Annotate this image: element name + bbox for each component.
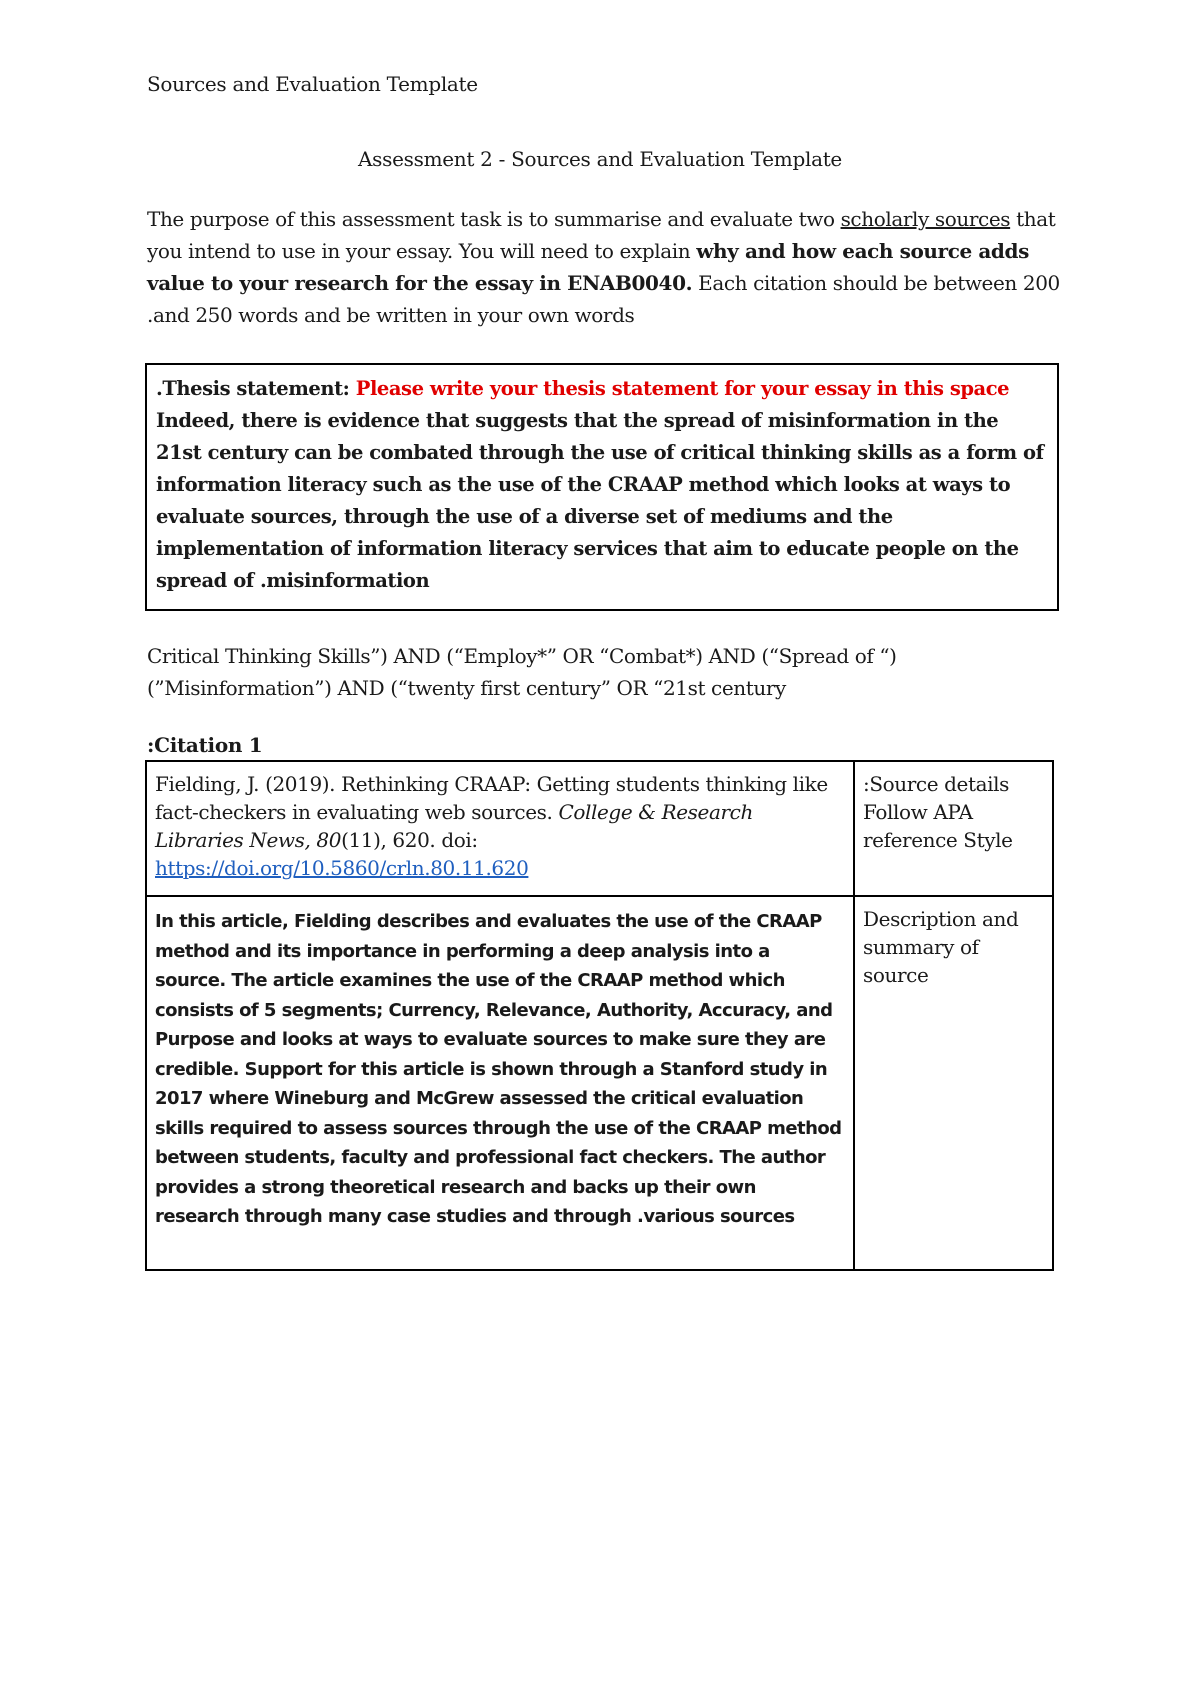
table-row [146,896,1053,1270]
intro-bold-text: why and how each source adds value to your research for the essay in ENAB0040. [147,239,1029,295]
intro-text-2: that you intend to use in your essay. You will need to explain [147,207,1056,263]
reference-issue: (11), 620. doi: [341,828,478,852]
doi-link[interactable]: https://doi.org/10.5860/crln.80.11.620 [155,856,529,880]
thesis-statement-box[interactable] [145,363,1059,611]
scholarly-sources-link[interactable]: scholarly sources [840,207,1011,231]
search-line-2: (”Misinformation”) AND (“twenty first century” OR “21st century [147,676,786,700]
search-string [147,640,1067,704]
intro-text-3: Each citation should be between 200 .and 250 words and be written in your own words [147,271,1060,327]
reference-text: Fielding, J. (2019). Rethinking CRAAP: Getting students thinking like fact-checkers in evaluating web sources. [155,772,828,824]
page-header: Sources and Evaluation Template [147,72,478,96]
thesis-label: .Thesis statement: [156,377,356,400]
source-details-label: :Source details Follow APA reference Style [854,761,1053,896]
summary-cell[interactable]: In this article, Fielding describes and evaluates the use of the CRAAP method and its importance in performing a deep analysis into a source. The article examines the use of the CRAAP method which consists of 5 segments; Currency, Relevance, Authority, Accuracy, and Purpose and looks at ways to evaluate sources to make sure they are credible. Support for this article is shown through a Stanford study in 2017 where Wineburg and McGrew assessed the critical evaluation skills required to assess sources through the use of the CRAAP method between students, faculty and professional fact checkers. The author provides a strong theoretical research and backs up their own research through many case studies and through .various sources [146,896,854,1270]
table-row [146,761,1053,896]
intro-paragraph [147,203,1067,331]
search-line-1: Critical Thinking Skills”) AND (“Employ*” OR “Combat*) AND (“Spread of “) [147,644,897,668]
summary-label: Description and summary of source [854,896,1053,1270]
reference-journal: College & Research Libraries News, 80 [155,800,753,852]
intro-text-1: The purpose of this assessment task is to summarise and evaluate two [147,207,841,231]
citation-1-heading: :Citation 1 [147,733,263,757]
citation-1-table [145,760,1054,1271]
thesis-prompt: Please write your thesis statement for your essay in this space [355,377,1010,400]
thesis-body[interactable]: Indeed, there is evidence that suggests that the spread of misinformation in the 21st century can be combated through the use of critical thinking skills as a form of information literacy such as the use of the CRAAP method which looks at ways to evaluate sources, through the use of a diverse set of mediums and the implementation of information literacy services that aim to educate people on the spread of .misinformation [156,409,1044,592]
document-title: Assessment 2 - Sources and Evaluation Template [358,147,842,171]
reference-cell[interactable] [146,761,854,896]
